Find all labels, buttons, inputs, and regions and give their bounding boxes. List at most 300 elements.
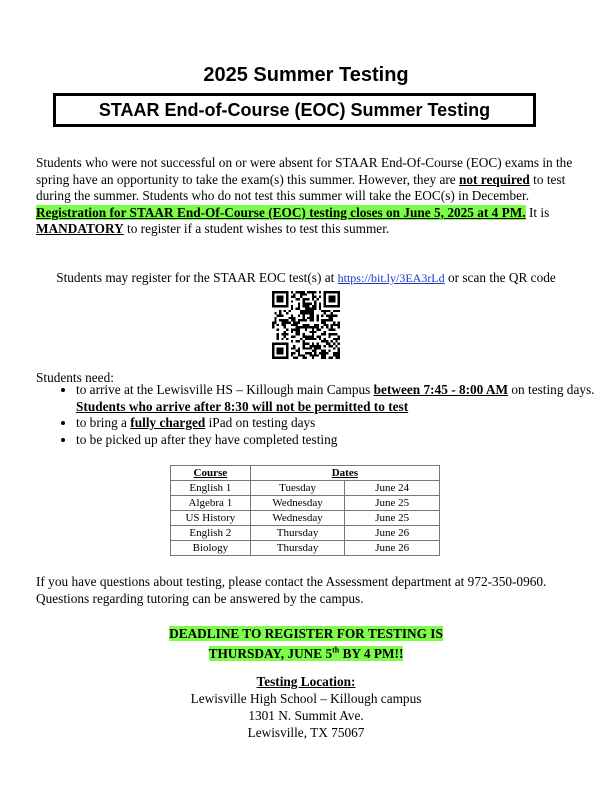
qr-module xyxy=(298,352,300,354)
registration-link[interactable]: https://bit.ly/3EA3rLd xyxy=(337,271,445,285)
qr-module xyxy=(284,331,286,333)
qr-module xyxy=(331,296,333,298)
qr-module xyxy=(319,352,321,354)
qr-module xyxy=(324,324,326,326)
qr-module xyxy=(302,314,304,316)
intro-paragraph xyxy=(36,155,576,238)
qr-module xyxy=(305,319,307,321)
qr-module xyxy=(298,307,300,309)
qr-module xyxy=(284,336,286,338)
qr-module xyxy=(302,293,304,295)
qr-module xyxy=(326,314,328,316)
qr-module xyxy=(314,324,316,326)
qr-module xyxy=(312,329,314,331)
qr-module xyxy=(291,354,293,356)
qr-module xyxy=(324,354,326,356)
qr-module xyxy=(272,296,274,298)
qr-module xyxy=(338,298,340,300)
qr-module xyxy=(321,333,323,335)
qr-module xyxy=(333,343,335,345)
qr-module xyxy=(312,326,314,328)
qr-module xyxy=(277,333,279,335)
qr-module xyxy=(274,317,276,319)
course-cell: English 1 xyxy=(171,481,251,496)
qr-module xyxy=(328,333,330,335)
qr-module xyxy=(338,326,340,328)
qr-module xyxy=(281,324,283,326)
qr-module xyxy=(284,343,286,345)
qr-module xyxy=(312,310,314,312)
qr-module xyxy=(286,319,288,321)
qr-module xyxy=(307,305,309,307)
qr-module xyxy=(324,319,326,321)
qr-module xyxy=(333,324,335,326)
qr-module xyxy=(314,331,316,333)
qr-module xyxy=(312,305,314,307)
qr-module xyxy=(314,307,316,309)
qr-module xyxy=(298,291,300,293)
qr-module xyxy=(293,347,295,349)
qr-module xyxy=(321,350,323,352)
qr-module xyxy=(324,331,326,333)
qr-module xyxy=(272,354,274,356)
qr-module xyxy=(286,357,288,359)
qr-module xyxy=(338,291,340,293)
qr-module xyxy=(302,310,304,312)
qr-module xyxy=(310,312,312,314)
qr-module xyxy=(317,336,319,338)
location-line-1: Lewisville High School – Killough campus xyxy=(190,691,422,706)
qr-module xyxy=(324,338,326,340)
page-title: 2025 Summer Testing xyxy=(203,64,409,86)
qr-module xyxy=(338,352,340,354)
qr-module xyxy=(305,307,307,309)
qr-module xyxy=(286,298,288,300)
qr-module xyxy=(314,303,316,305)
qr-module xyxy=(295,357,297,359)
qr-module xyxy=(291,352,293,354)
qr-module xyxy=(300,326,302,328)
qr-module xyxy=(302,343,304,345)
qr-module xyxy=(312,296,314,298)
qr-module xyxy=(305,338,307,340)
qr-module xyxy=(298,333,300,335)
subtitle: STAAR End-of-Course (EOC) Summer Testing xyxy=(98,99,491,120)
qr-module xyxy=(333,296,335,298)
qr-module xyxy=(319,296,321,298)
qr-module xyxy=(284,321,286,323)
deadline-time: BY 4 PM!! xyxy=(339,646,404,662)
qr-module xyxy=(298,329,300,331)
subtitle-box xyxy=(53,93,536,127)
qr-module xyxy=(307,310,309,312)
qr-module xyxy=(333,321,335,323)
qr-module xyxy=(338,321,340,323)
qr-module xyxy=(310,314,312,316)
qr-module xyxy=(307,352,309,354)
qr-module xyxy=(310,345,312,347)
qr-module xyxy=(338,357,340,359)
qr-module xyxy=(274,343,276,345)
qr-module xyxy=(319,347,321,349)
qr-module xyxy=(277,324,279,326)
schedule-table xyxy=(170,465,440,556)
qr-module xyxy=(307,312,309,314)
course-cell: US History xyxy=(171,511,251,526)
qr-module xyxy=(305,336,307,338)
day-cell: Thursday xyxy=(250,541,345,556)
day-cell: Wednesday xyxy=(250,496,345,511)
qr-module xyxy=(279,357,281,359)
needs-list xyxy=(58,382,596,448)
qr-module xyxy=(298,321,300,323)
qr-module xyxy=(312,354,314,356)
qr-module xyxy=(333,352,335,354)
qr-module xyxy=(281,314,283,316)
qr-module xyxy=(324,300,326,302)
qr-module xyxy=(310,303,312,305)
qr-module xyxy=(331,300,333,302)
qr-module xyxy=(314,347,316,349)
qr-module xyxy=(298,331,300,333)
qr-module xyxy=(312,343,314,345)
qr-module xyxy=(317,319,319,321)
qr-module xyxy=(338,310,340,312)
register-line xyxy=(0,270,612,286)
qr-module xyxy=(279,350,281,352)
qr-module xyxy=(293,296,295,298)
qr-module xyxy=(310,331,312,333)
qr-module xyxy=(298,340,300,342)
list-item xyxy=(76,432,596,449)
qr-module xyxy=(310,352,312,354)
qr-module xyxy=(277,300,279,302)
registration-deadline-highlight: Registration for STAAR End-Of-Course (EOC) testing closes on June 5, 2025 at 4 PM. xyxy=(36,204,526,220)
qr-module xyxy=(291,319,293,321)
qr-module xyxy=(310,317,312,319)
qr-module xyxy=(307,303,309,305)
qr-module xyxy=(291,305,293,307)
arrival-time: between 7:45 - 8:00 AM xyxy=(373,382,509,397)
qr-module xyxy=(333,338,335,340)
qr-module xyxy=(321,319,323,321)
qr-module xyxy=(286,333,288,335)
qr-module xyxy=(295,329,297,331)
qr-module xyxy=(272,291,274,293)
qr-module xyxy=(277,314,279,316)
qr-module xyxy=(277,350,279,352)
qr-module xyxy=(312,307,314,309)
qr-module xyxy=(338,293,340,295)
qr-module xyxy=(317,317,319,319)
qr-module xyxy=(326,305,328,307)
qr-module xyxy=(293,321,295,323)
qr-module xyxy=(279,347,281,349)
qr-code-icon[interactable] xyxy=(272,291,340,359)
qr-module xyxy=(310,319,312,321)
qr-module xyxy=(310,336,312,338)
testing-location xyxy=(0,673,612,741)
qr-module xyxy=(317,343,319,345)
qr-module xyxy=(335,340,337,342)
qr-module xyxy=(286,329,288,331)
qr-module xyxy=(298,303,300,305)
qr-module xyxy=(326,340,328,342)
qr-module xyxy=(333,347,335,349)
qr-module xyxy=(291,331,293,333)
need-pickup-text: to be picked up after they have completed testing xyxy=(76,431,338,447)
qr-module xyxy=(281,347,283,349)
qr-module xyxy=(302,340,304,342)
qr-module xyxy=(305,310,307,312)
qr-module xyxy=(333,333,335,335)
qr-module xyxy=(314,345,316,347)
qr-module xyxy=(272,347,274,349)
qr-module xyxy=(295,291,297,293)
qr-module xyxy=(272,324,274,326)
qr-module xyxy=(328,298,330,300)
qr-module xyxy=(317,345,319,347)
qr-module xyxy=(333,329,335,331)
qr-module xyxy=(277,296,279,298)
qr-module xyxy=(319,336,321,338)
qr-module xyxy=(288,310,290,312)
qr-module xyxy=(307,336,309,338)
qr-module xyxy=(272,345,274,347)
qr-module xyxy=(298,350,300,352)
qr-module xyxy=(277,336,279,338)
qr-module xyxy=(338,305,340,307)
qr-module xyxy=(281,305,283,307)
qr-module xyxy=(272,350,274,352)
qr-module xyxy=(328,300,330,302)
qr-module xyxy=(295,298,297,300)
table-row xyxy=(171,541,440,556)
qr-module xyxy=(307,347,309,349)
qr-module xyxy=(307,317,309,319)
qr-module xyxy=(302,305,304,307)
qr-module xyxy=(291,347,293,349)
qr-module xyxy=(324,312,326,314)
qr-module xyxy=(335,291,337,293)
qr-module xyxy=(284,357,286,359)
qr-module xyxy=(295,331,297,333)
location-line-2: 1301 N. Summit Ave. xyxy=(248,708,364,723)
intro-text-3: It is xyxy=(525,204,550,220)
qr-module xyxy=(312,293,314,295)
qr-module xyxy=(335,357,337,359)
qr-module xyxy=(331,314,333,316)
qr-module xyxy=(300,296,302,298)
date-cell: June 24 xyxy=(345,481,440,496)
qr-module xyxy=(286,352,288,354)
qr-module xyxy=(331,317,333,319)
qr-module xyxy=(281,319,283,321)
qr-module xyxy=(328,317,330,319)
deadline-date: THURSDAY, JUNE 5 xyxy=(208,646,333,662)
qr-module xyxy=(324,333,326,335)
qr-module xyxy=(272,303,274,305)
fully-charged-text: fully charged xyxy=(130,415,206,431)
qr-module xyxy=(321,326,323,328)
qr-module xyxy=(312,336,314,338)
qr-module xyxy=(328,296,330,298)
qr-module xyxy=(326,326,328,328)
qr-module xyxy=(293,293,295,295)
qr-module xyxy=(319,303,321,305)
qr-module xyxy=(274,305,276,307)
qr-module xyxy=(277,338,279,340)
qr-module xyxy=(281,350,283,352)
qr-module xyxy=(333,291,335,293)
qr-module xyxy=(286,291,288,293)
qr-module xyxy=(324,296,326,298)
qr-module xyxy=(338,354,340,356)
qr-module xyxy=(281,343,283,345)
qr-module xyxy=(331,357,333,359)
qr-module xyxy=(333,298,335,300)
qr-module xyxy=(286,296,288,298)
qr-module xyxy=(300,310,302,312)
date-cell: June 26 xyxy=(345,526,440,541)
qr-module xyxy=(279,312,281,314)
qr-module xyxy=(314,352,316,354)
qr-module xyxy=(317,324,319,326)
qr-module xyxy=(279,314,281,316)
qr-module xyxy=(286,312,288,314)
qr-module xyxy=(274,312,276,314)
qr-module xyxy=(305,347,307,349)
qr-module xyxy=(326,343,328,345)
qr-module xyxy=(302,303,304,305)
table-row xyxy=(171,481,440,496)
qr-module xyxy=(272,352,274,354)
qr-module xyxy=(305,357,307,359)
date-cell: June 25 xyxy=(345,496,440,511)
qr-module xyxy=(312,350,314,352)
qr-module xyxy=(324,305,326,307)
qr-module xyxy=(307,324,309,326)
qr-module xyxy=(338,347,340,349)
qr-module xyxy=(331,291,333,293)
qr-module xyxy=(298,305,300,307)
qr-module xyxy=(319,338,321,340)
qr-module xyxy=(293,345,295,347)
qr-module xyxy=(281,352,283,354)
qr-module xyxy=(307,326,309,328)
qr-module xyxy=(338,338,340,340)
qr-module xyxy=(331,312,333,314)
qr-module xyxy=(333,354,335,356)
qr-module xyxy=(302,345,304,347)
deadline-notice xyxy=(0,625,612,662)
qr-module xyxy=(286,305,288,307)
qr-module xyxy=(307,338,309,340)
qr-module xyxy=(324,291,326,293)
qr-module xyxy=(314,338,316,340)
qr-module xyxy=(302,336,304,338)
qr-module xyxy=(277,347,279,349)
qr-module xyxy=(310,338,312,340)
register-text-after: or scan the QR code xyxy=(444,270,556,285)
qr-module xyxy=(328,350,330,352)
qr-module xyxy=(338,336,340,338)
qr-module xyxy=(312,319,314,321)
qr-module xyxy=(338,300,340,302)
qr-module xyxy=(272,305,274,307)
qr-module xyxy=(277,352,279,354)
qr-module xyxy=(324,340,326,342)
intro-text-1: Students who were not successful on or were absent for STAAR End-Of-Course (EOC) exams in the spring have an opportunity to take the exam(s) this summer. However, they are xyxy=(36,155,573,187)
qr-module xyxy=(291,336,293,338)
qr-module xyxy=(331,298,333,300)
qr-module xyxy=(302,298,304,300)
qr-module xyxy=(302,291,304,293)
table-row xyxy=(171,496,440,511)
qr-module xyxy=(305,324,307,326)
qr-module xyxy=(319,291,321,293)
qr-module xyxy=(286,293,288,295)
qr-module xyxy=(338,303,340,305)
date-cell: June 25 xyxy=(345,511,440,526)
qr-module xyxy=(291,307,293,309)
qr-module xyxy=(291,296,293,298)
qr-module xyxy=(331,345,333,347)
need-ipad-text-2: iPad on testing days xyxy=(205,415,316,431)
qr-module xyxy=(281,291,283,293)
qr-module xyxy=(317,326,319,328)
qr-module xyxy=(286,321,288,323)
qr-module xyxy=(302,324,304,326)
qr-module xyxy=(317,298,319,300)
qr-module xyxy=(300,293,302,295)
qr-module xyxy=(295,321,297,323)
qr-module xyxy=(291,291,293,293)
qr-module xyxy=(302,319,304,321)
qr-module xyxy=(274,321,276,323)
qr-module xyxy=(295,324,297,326)
qr-module xyxy=(302,300,304,302)
qr-module xyxy=(312,314,314,316)
qr-module xyxy=(319,305,321,307)
qr-module xyxy=(286,347,288,349)
qr-module xyxy=(335,345,337,347)
qr-module xyxy=(305,312,307,314)
qr-module xyxy=(335,352,337,354)
qr-module xyxy=(300,354,302,356)
qr-module xyxy=(274,319,276,321)
qr-module xyxy=(284,291,286,293)
qr-module xyxy=(302,326,304,328)
need-arrive-text: to arrive at the Lewisville HS – Killough main Campus xyxy=(76,382,374,397)
qr-module xyxy=(326,352,328,354)
qr-module xyxy=(335,333,337,335)
qr-module xyxy=(324,352,326,354)
qr-module xyxy=(281,333,283,335)
qr-module xyxy=(331,305,333,307)
qr-module xyxy=(326,324,328,326)
day-cell: Wednesday xyxy=(250,511,345,526)
qr-module xyxy=(317,314,319,316)
qr-module xyxy=(338,350,340,352)
qr-module xyxy=(312,298,314,300)
qr-module xyxy=(324,293,326,295)
qr-module xyxy=(284,324,286,326)
qr-module xyxy=(314,350,316,352)
qr-module xyxy=(324,321,326,323)
qr-module xyxy=(305,293,307,295)
qr-module xyxy=(298,314,300,316)
